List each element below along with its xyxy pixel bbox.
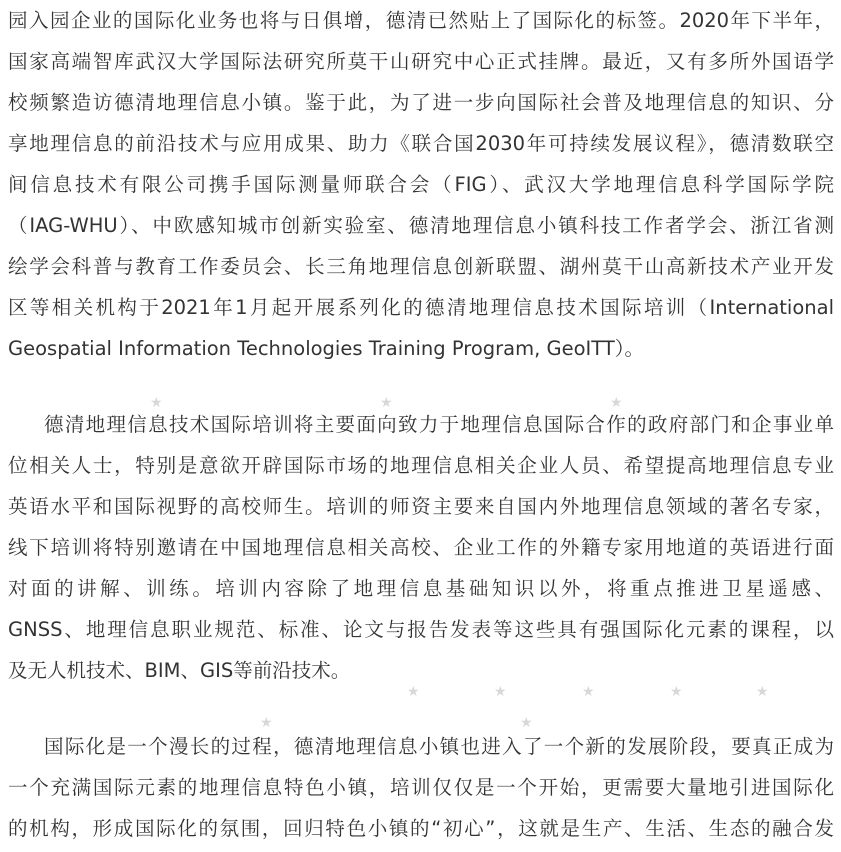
watermark-star-icon: ★	[260, 715, 273, 731]
text-line: 英语水平和国际视野的高校师生。培训的师资主要来自国内外地理信息领域的著名专家，	[8, 495, 834, 518]
text-line: 区等相关机构于2021年1月起开展系列化的德清地理信息技术国际培训（International	[8, 296, 834, 319]
watermark-star-icon: ★	[670, 684, 683, 700]
text-line: 校频繁造访德清地理信息小镇。鉴于此，为了进一步向国际社会普及地理信息的知识、分	[8, 91, 834, 114]
text-line: 园入园企业的国际化业务也将与日俱增，德清已然贴上了国际化的标签。2020年下半年，	[8, 9, 834, 32]
watermark-star-icon: ★	[520, 715, 533, 731]
watermark-star-icon: ★	[407, 684, 420, 700]
text-line: 德清地理信息技术国际培训将主要面向致力于地理信息国际合作的政府部门和企事业单	[44, 413, 834, 436]
text-line: 国家高端智库武汉大学国际法研究所莫干山研究中心正式挂牌。最近，又有多所外国语学	[8, 50, 834, 73]
watermark-star-icon: ★	[756, 684, 769, 700]
text-line: 绘学会科普与教育工作委员会、长三角地理信息创新联盟、湖州莫干山高新技术产业开发	[8, 255, 834, 278]
text-line: 对面的讲解、训练。培训内容除了地理信息基础知识以外，将重点推进卫星遥感、	[8, 577, 834, 600]
watermark-star-icon: ★	[582, 684, 595, 700]
watermark-star-icon: ★	[380, 395, 393, 411]
text-line: 间信息技术有限公司携手国际测量师联合会（FIG）、武汉大学地理信息科学国际学院	[8, 173, 834, 196]
watermark-star-icon: ★	[494, 684, 507, 700]
text-line: 一个充满国际元素的地理信息特色小镇，培训仅仅是一个开始，更需要大量地引进国际化	[8, 776, 834, 799]
text-line: 享地理信息的前沿技术与应用成果、助力《联合国2030年可持续发展议程》，德清数联空	[8, 132, 834, 155]
watermark-star-icon: ★	[150, 395, 163, 411]
watermark-star-icon: ★	[610, 395, 623, 411]
text-line: GNSS、地理信息职业规范、标准、论文与报告发表等这些具有强国际化元素的课程，以	[8, 618, 834, 641]
text-line: （IAG-WHU）、中欧感知城市创新实验室、德清地理信息小镇科技工作者学会、浙江省测	[8, 214, 834, 237]
text-line: 国际化是一个漫长的过程，德清地理信息小镇也进入了一个新的发展阶段，要真正成为	[44, 735, 834, 758]
text-line: 的机构，形成国际化的氛围，回归特色小镇的“初心”，这就是生产、生活、生态的融合发	[8, 817, 834, 840]
text-line: 线下培训将特别邀请在中国地理信息相关高校、企业工作的外籍专家用地道的英语进行面	[8, 536, 834, 559]
text-line: Geospatial Information Technologies Training Program, GeoITT）。	[8, 337, 645, 360]
text-line: 及无人机技术、BIM、GIS等前沿技术。	[8, 659, 351, 682]
text-line: 位相关人士，特别是意欲开辟国际市场的地理信息相关企业人员、希望提高地理信息专业	[8, 454, 834, 477]
